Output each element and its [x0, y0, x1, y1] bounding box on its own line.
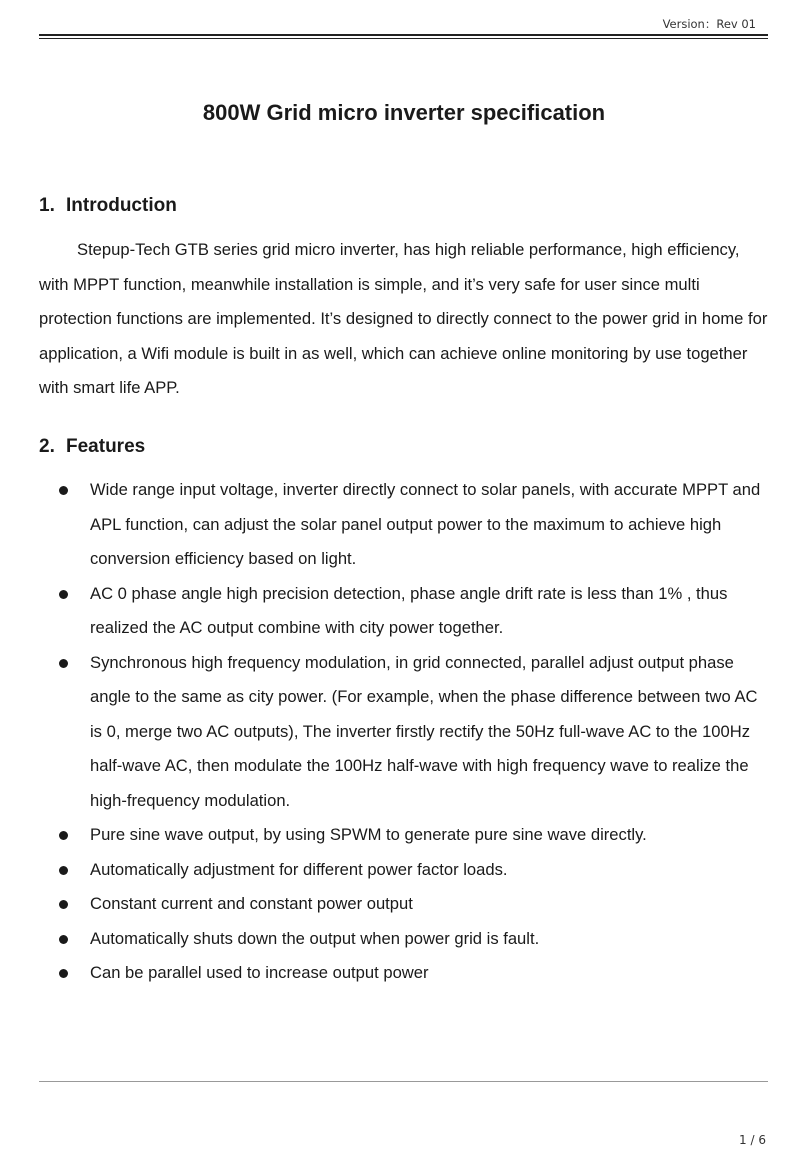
section-title: Introduction	[66, 195, 177, 216]
list-item-text: Pure sine wave output, by using SPWM to generate pure sine wave directly.	[90, 825, 647, 844]
list-item	[39, 922, 769, 957]
features-list	[39, 473, 769, 991]
page-number: 1 / 6	[739, 1133, 766, 1147]
list-item	[39, 577, 769, 646]
section-title: Features	[66, 436, 146, 457]
document-title: 800W Grid micro inverter specification	[202, 100, 606, 125]
list-item-text: Can be parallel used to increase output power	[90, 963, 429, 982]
version-label: Version：Rev 01	[662, 17, 756, 31]
section-number: 1.	[39, 195, 55, 216]
introduction-paragraph: Stepup-Tech GTB series grid micro inverter, has high reliable performance, high efficiency, with MPPT function, meanwhile installation is simple, and it’s very safe for user since multi protection functions are implemented. It’s designed to directly connect to the power grid in home for application, a Wifi module is built in as well, which can achieve online monitoring by use together with smart life APP.	[39, 240, 768, 397]
list-item-text: Automatically shuts down the output when power grid is fault.	[90, 928, 540, 948]
bullet-icon	[59, 590, 68, 599]
list-item-text: AC 0 phase angle high precision detection, phase angle drift rate is less than 1% , thus realized the AC output combine with city power together.	[90, 583, 728, 637]
list-item	[39, 473, 769, 577]
header-divider-thin	[39, 38, 768, 39]
bullet-icon	[59, 659, 68, 668]
header-divider	[39, 34, 768, 36]
list-item	[39, 853, 769, 888]
section-number: 2.	[39, 436, 55, 457]
list-item-text: Wide range input voltage, inverter directly connect to solar panels, with accurate MPPT and APL function, can adjust the solar panel output power to the maximum to achieve high conversion efficiency based on light.	[90, 480, 761, 568]
list-item	[39, 818, 769, 853]
bullet-icon	[59, 900, 68, 909]
section-heading-features	[39, 436, 145, 458]
bullet-icon	[59, 969, 68, 978]
bullet-icon	[59, 866, 68, 875]
list-item	[39, 646, 769, 819]
list-item-text: Constant current and constant power output	[90, 894, 413, 913]
bullet-icon	[59, 935, 68, 944]
list-item	[39, 887, 769, 922]
list-item	[39, 956, 769, 991]
bullet-icon	[59, 486, 68, 495]
footer-divider	[39, 1081, 768, 1082]
section-heading-introduction	[39, 195, 177, 217]
list-item-text: Automatically adjustment for different power factor loads.	[90, 859, 508, 879]
list-item-text: Synchronous high frequency modulation, in grid connected, parallel adjust output phase angle to the same as city power. (For example, when the phase difference between two AC is 0, merge two AC outputs), The inverter firstly rectify the 50Hz full-wave AC to the 100Hz half-wave AC, then modulate the 100Hz half-wave with high frequency wave to realize the high-frequency modulation.	[90, 652, 758, 810]
bullet-icon	[59, 831, 68, 840]
